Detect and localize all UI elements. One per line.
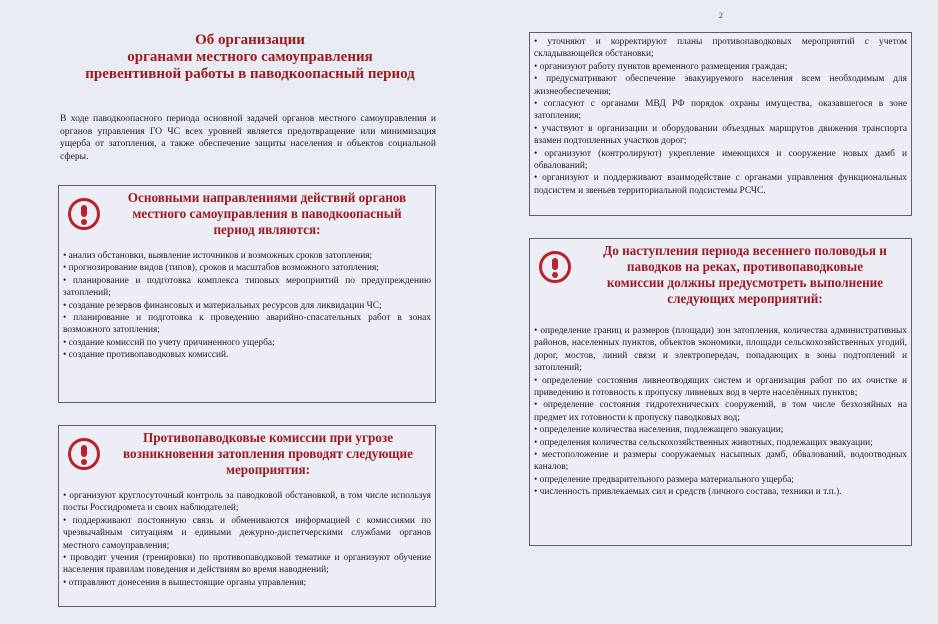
box-title-line: возникновения затопления проводят следующие: [123, 446, 413, 461]
list-item: • проводят учения (тренировки) по противопаводковой тематике и организуют обучение населения правилам поведения и действиям во время наводнений;: [63, 553, 431, 576]
commissions-threat-box: [58, 425, 436, 607]
page-right: [469, 0, 938, 624]
commissions-continued-box: [529, 32, 912, 216]
intro-paragraph: В ходе паводкоопасного периода основной задачей органов местного самоуправления и органов управления ГО ЧС всех уровней является предотвращение или минимизация ущерба от затопления, а также обеспечение защиты населения и объектов социальной сферы.: [60, 113, 436, 162]
title-line: органами местного самоуправления: [127, 49, 373, 65]
list-item: • планирование и подготовка комплекса типовых мероприятий по предупреждению затоплений;: [63, 275, 431, 299]
list-item: • определения количества сельскохозяйственных животных, подлежащих эвакуации;: [534, 437, 873, 448]
box-title-line: период являются:: [213, 222, 321, 237]
pre-flood-measures-box: [529, 238, 912, 546]
list-item: • отправляют донесения в вышестоящие органы управления;: [63, 577, 307, 588]
list-item: • согласуют с органами МВД РФ порядок охраны имущества, оказавшегося в зоне затопления;: [534, 99, 907, 122]
page-number: 2: [719, 11, 723, 20]
box-title-line: Основными направлениями действий органов: [127, 190, 407, 205]
list-item: • прогнозирование видов (типов), сроков и масштабов возможного затопления;: [63, 263, 379, 274]
exclamation-circle-icon: [539, 251, 571, 283]
list-item: • организуют и поддерживают взаимодействие с органами управления функциональных подсистем и звеньев территориальной подсистемы РСЧС.: [534, 173, 907, 196]
box-title-line: До наступления периода весеннего половодья и: [603, 243, 887, 258]
exclamation-circle-icon: [68, 438, 100, 470]
list-item: • создание комиссий по учету причиненного ущерба;: [63, 337, 275, 348]
list-item: • создание противопаводковых комиссий.: [63, 350, 229, 361]
box-title-line: паводков на реках, противопаводковые: [626, 259, 864, 274]
list-item: • местоположение и размеры сооружаемых насыпных дамб, обвалований, водоотводных каналов;: [534, 450, 907, 473]
list-item: • численность привлекаемых сил и средств (личного состава, техники и т.п.).: [534, 487, 842, 498]
commissions-threat-box-title: [107, 430, 429, 478]
list-item: • создание резервов финансовых и материальных ресурсов для ликвидации ЧС;: [63, 300, 382, 311]
box-title-line: комиссии должны предусмотреть выполнение: [606, 275, 884, 290]
pre-flood-measures-box-title: [582, 243, 908, 307]
box-title-line: местного самоуправления в паводкоопасный: [132, 206, 402, 221]
title-line: Об организации: [195, 32, 305, 48]
list-item: • предусматривают обеспечение эвакуируемого населения всем необходимым для жизнеобеспечения;: [534, 74, 907, 97]
list-item: • определение состояния ливнеотводящих систем и организация работ по их очистке и приведению в готовность к пропуску ливневых вод в черте населённых пунктов;: [534, 375, 907, 399]
exclamation-circle-icon: [68, 198, 100, 230]
box-title-line: мероприятия:: [225, 462, 311, 477]
list-item: • уточняют и корректируют планы противопаводковых мероприятий с учетом складывающейся обстановки;: [534, 37, 907, 60]
commissions-threat-list: [63, 490, 431, 589]
directions-box-title: [107, 190, 427, 238]
document-title: [40, 32, 460, 83]
list-item: • определение границ и размеров (площади) зон затопления, количества административных районов, населенных пунктов, объектов экономики, площади сельскохозяйственных угодий, дорог, мостов, линий связи и электропередач, попадающих в зоны подтоплений и затоплений;: [534, 326, 907, 374]
directions-box: [58, 185, 436, 403]
directions-list: [63, 250, 431, 362]
box-title-line: Противопаводковые комиссии при угрозе: [142, 430, 394, 445]
list-item: • определение количества населения, подлежащего эвакуации;: [534, 425, 784, 436]
commissions-continued-list: [534, 36, 907, 197]
list-item: • участвуют в организации и оборудовании объездных маршрутов движения транспорта взамен подтопленных участков дорог;: [534, 123, 907, 147]
list-item: • анализ обстановки, выявление источников и возможных сроков затопления;: [63, 251, 373, 261]
list-item: • организуют круглосуточный контроль за паводковой обстановкой, в том числе используя посты Росгидромета и своих наблюдателей;: [63, 491, 431, 514]
list-item: • организуют работу пунктов временного размещения граждан;: [534, 61, 788, 72]
title-line: превентивной работы в паводкоопасный период: [85, 66, 415, 82]
pre-flood-measures-list: [534, 325, 907, 499]
list-item: • планирование и подготовка к проведению аварийно-спасательных работ в зонах возможного затопления;: [63, 313, 431, 336]
list-item: • поддерживают постоянную связь и обмениваются информацией с комиссиями по чрезвычайным ситуациям и едиными дежурно-диспетчерскими службами органов местного самоуправления;: [63, 515, 431, 551]
box-title-line: следующих мероприятий:: [667, 291, 823, 306]
list-item: • организуют (контролируют) укрепление имеющихся и сооружение новых дамб и обвалований;: [534, 148, 907, 172]
list-item: • определение предварительного размера материального ущерба;: [534, 474, 794, 485]
list-item: • определение состояния гидротехнических сооружений, в том числе безхозяйных на предмет их готовности к пропуску паводковых вод;: [534, 400, 907, 423]
